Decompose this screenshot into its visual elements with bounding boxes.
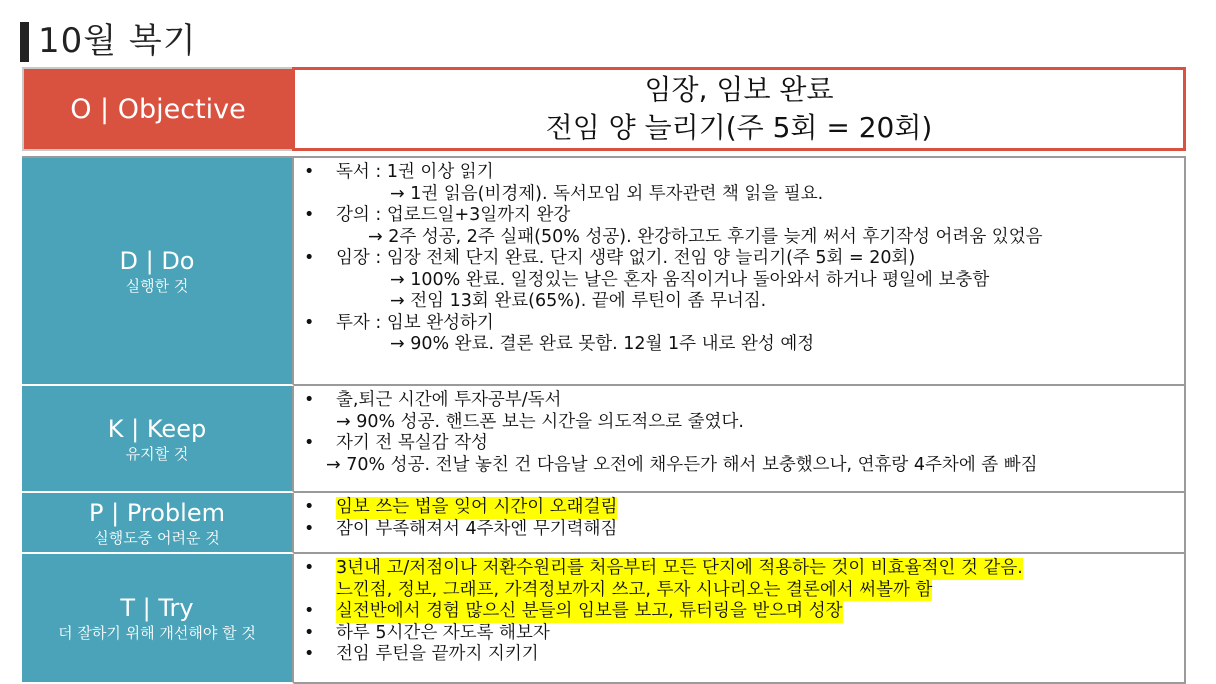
bullet: •: [304, 248, 315, 268]
bullet: •: [304, 205, 315, 225]
problem-label: [22, 493, 294, 554]
objective-label: O | Objective: [22, 67, 292, 151]
keep-item-journal: 자기 전 목실감 작성: [336, 433, 488, 453]
bullet: •: [304, 497, 315, 517]
try-item-sleep: 하루 5시간은 자도록 해보자: [336, 622, 550, 643]
do-item-reading-result: → 1권 읽음(비경제). 독서모임 외 투자관련 책 읽을 필요.: [390, 183, 824, 204]
do-item-invest: 투자 : 임보 완성하기: [336, 312, 494, 333]
do-content: [294, 158, 1186, 386]
problem-item-sleep: 잠이 부족해져서 4주차엔 무기력해짐: [336, 518, 618, 539]
keep-item-commute: 출,퇴근 시간에 투자공부/독서: [336, 390, 562, 410]
try-item-routine: 전임 루틴을 끝까지 지키기: [336, 644, 539, 664]
do-item-lecture: 강의 : 업로드일+3일까지 완강: [336, 205, 571, 225]
page-title: 10월 복기: [38, 21, 197, 61]
keep-item-journal-result: → 70% 성공. 전날 놓친 건 다음날 오전에 채우든가 해서 보충했으나, 연휴랑 4주차에 좀 빠짐: [326, 454, 1038, 475]
try-content: [294, 554, 1186, 684]
problem-content: [294, 493, 1186, 554]
do-item-imjang-result-1: → 100% 완료. 일정있는 날은 혼자 움직이거나 돌아와서 하거나 평일에 보충함: [390, 269, 990, 290]
try-item-practice: 실전반에서 경험 많으신 분들의 임보를 보고, 튜터링을 받으며 성장: [336, 601, 843, 621]
problem-row: [22, 493, 1186, 554]
keep-label: [22, 386, 294, 493]
do-item-imjang: 임장 : 임장 전체 단지 완료. 단지 생략 없기. 전임 양 늘리기(주 5회 = 20회): [336, 248, 916, 268]
do-item-invest-result: → 90% 완료. 결론 완료 못함. 12월 1주 내로 완성 예정: [390, 334, 815, 354]
bullet: •: [304, 312, 315, 333]
objective-content: [292, 67, 1186, 151]
problem-title: P | Problem: [89, 498, 225, 527]
title-marker: [20, 22, 29, 62]
bullet: •: [304, 162, 315, 182]
do-item-reading: 독서 : 1권 이상 읽기: [336, 162, 494, 182]
try-row: [22, 554, 1186, 684]
try-item-method-cont: 느낀점, 정보, 그래프, 가격정보까지 쓰고, 투자 시나리오는 결론에서 써볼까 함: [336, 579, 933, 600]
bullet: •: [304, 518, 315, 539]
keep-row: [22, 386, 1186, 493]
bullet: •: [304, 644, 315, 664]
do-item-lecture-result: → 2주 성공, 2주 실패(50% 성공). 완강하고도 후기를 늦게 써서 후기작성 어려움 있었음: [368, 226, 1043, 247]
keep-title: K | Keep: [107, 414, 207, 443]
do-row: [22, 158, 1186, 386]
bullet: •: [304, 622, 315, 643]
problem-item-report: 임보 쓰는 법을 잊어 시간이 오래걸림: [336, 497, 618, 517]
bullet: •: [304, 558, 315, 578]
do-subtitle: 실행한 것: [125, 277, 189, 295]
keep-content: [294, 386, 1186, 493]
try-title: T | Try: [120, 594, 194, 622]
do-title: D | Do: [119, 247, 195, 275]
do-item-imjang-result-2: → 전임 13회 완료(65%). 끝에 루틴이 좀 무너짐.: [390, 291, 767, 311]
keep-subtitle: 유지할 것: [125, 444, 189, 463]
try-label: [22, 554, 294, 684]
try-item-method: 3년내 고/저점이나 저환수원리를 처음부터 모든 단지에 적용하는 것이 비효율적인 것 같음.: [336, 558, 1023, 578]
keep-item-commute-result: → 90% 성공. 핸드폰 보는 시간을 의도적으로 줄였다.: [336, 411, 744, 432]
objective-line-2: 전임 양 늘리기(주 5회 = 20회): [545, 111, 933, 144]
bullet: •: [304, 433, 315, 453]
do-label: [22, 158, 294, 386]
problem-subtitle: 실행도중 어려운 것: [94, 528, 220, 547]
bullet: •: [304, 601, 315, 621]
try-subtitle: 더 잘하기 위해 개선해야 할 것: [58, 624, 256, 642]
bullet: •: [304, 390, 315, 410]
objective-line-1: 임장, 임보 완료: [644, 73, 834, 106]
